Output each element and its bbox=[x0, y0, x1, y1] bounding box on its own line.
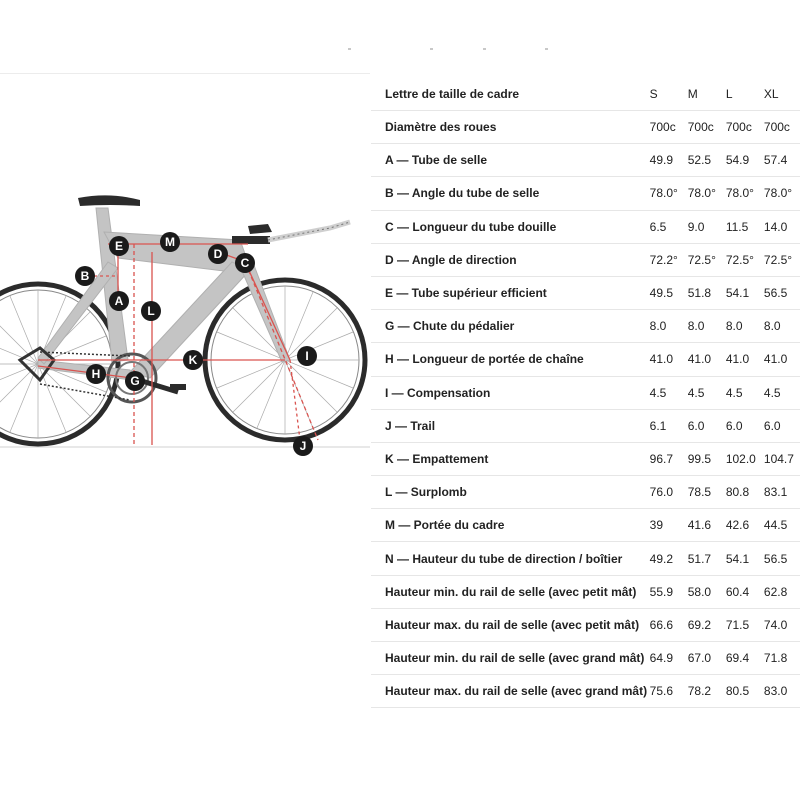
table-row bbox=[371, 343, 800, 376]
row-label: I — Compensation bbox=[371, 376, 648, 409]
svg-text:I: I bbox=[305, 349, 309, 363]
marker-e bbox=[109, 236, 129, 256]
value-size-xl: 83.1 bbox=[762, 476, 800, 509]
row-label: A — Tube de selle bbox=[371, 144, 648, 177]
value-size-xl: 44.5 bbox=[762, 509, 800, 542]
value-size-xl: 78.0° bbox=[762, 177, 800, 210]
marker-g bbox=[125, 371, 145, 391]
row-label: M — Portée du cadre bbox=[371, 509, 648, 542]
value-size-xl: 104.7 bbox=[762, 442, 800, 475]
value-size-m: 78.2 bbox=[686, 675, 724, 708]
value-size-xl: 56.5 bbox=[762, 276, 800, 309]
value-size-s: 8.0 bbox=[648, 310, 686, 343]
value-size-l: 78.0° bbox=[724, 177, 762, 210]
value-size-l: 54.1 bbox=[724, 276, 762, 309]
value-size-s: 78.0° bbox=[648, 177, 686, 210]
value-size-s: 39 bbox=[648, 509, 686, 542]
value-size-m: 99.5 bbox=[686, 442, 724, 475]
value-size-m: 69.2 bbox=[686, 608, 724, 641]
table-row bbox=[371, 409, 800, 442]
header-label: Lettre de taille de cadre bbox=[371, 77, 648, 111]
value-size-s: 96.7 bbox=[648, 442, 686, 475]
svg-text:B: B bbox=[80, 269, 90, 283]
value-size-s: 6.1 bbox=[648, 409, 686, 442]
value-size-xl: 8.0 bbox=[762, 310, 800, 343]
value-size-xl: 6.0 bbox=[762, 409, 800, 442]
aerobars bbox=[232, 222, 350, 244]
value-size-s: 75.6 bbox=[648, 675, 686, 708]
value-size-l: 8.0 bbox=[724, 310, 762, 343]
value-size-s: 72.2° bbox=[648, 243, 686, 276]
marker-d bbox=[208, 244, 228, 264]
value-size-s: 700c bbox=[648, 111, 686, 144]
marker-m bbox=[160, 232, 180, 252]
row-label: Hauteur min. du rail de selle (avec grand mât) bbox=[371, 642, 648, 675]
value-size-m: 78.0° bbox=[686, 177, 724, 210]
row-label: C — Longueur du tube douille bbox=[371, 210, 648, 243]
marker-j bbox=[293, 436, 313, 456]
value-size-l: 102.0 bbox=[724, 442, 762, 475]
value-size-l: 80.5 bbox=[724, 675, 762, 708]
value-size-s: 49.2 bbox=[648, 542, 686, 575]
size-l-header: L bbox=[724, 77, 762, 111]
marker-h bbox=[86, 364, 106, 384]
value-size-s: 4.5 bbox=[648, 376, 686, 409]
value-size-l: 80.8 bbox=[724, 476, 762, 509]
geometry-table bbox=[371, 77, 800, 708]
row-label: L — Surplomb bbox=[371, 476, 648, 509]
value-size-l: 72.5° bbox=[724, 243, 762, 276]
value-size-xl: 56.5 bbox=[762, 542, 800, 575]
row-label: B — Angle du tube de selle bbox=[371, 177, 648, 210]
value-size-s: 55.9 bbox=[648, 575, 686, 608]
table-row bbox=[371, 243, 800, 276]
row-label: G — Chute du pédalier bbox=[371, 310, 648, 343]
value-size-m: 41.0 bbox=[686, 343, 724, 376]
svg-text:J: J bbox=[299, 439, 307, 453]
value-size-xl: 83.0 bbox=[762, 675, 800, 708]
table-row bbox=[371, 376, 800, 409]
table-row bbox=[371, 177, 800, 210]
row-label: E — Tube supérieur efficient bbox=[371, 276, 648, 309]
row-label: N — Hauteur du tube de direction / boîtier bbox=[371, 542, 648, 575]
value-size-s: 64.9 bbox=[648, 642, 686, 675]
table-row bbox=[371, 111, 800, 144]
value-size-xl: 700c bbox=[762, 111, 800, 144]
value-size-l: 54.9 bbox=[724, 144, 762, 177]
value-size-m: 52.5 bbox=[686, 144, 724, 177]
value-size-m: 9.0 bbox=[686, 210, 724, 243]
value-size-l: 6.0 bbox=[724, 409, 762, 442]
svg-text:L: L bbox=[147, 304, 155, 318]
value-size-m: 8.0 bbox=[686, 310, 724, 343]
svg-text:G: G bbox=[130, 374, 140, 388]
marker-l bbox=[141, 301, 161, 321]
value-size-m: 4.5 bbox=[686, 376, 724, 409]
value-size-l: 700c bbox=[724, 111, 762, 144]
value-size-s: 49.5 bbox=[648, 276, 686, 309]
marker-c bbox=[235, 253, 255, 273]
value-size-m: 51.8 bbox=[686, 276, 724, 309]
marker-a bbox=[109, 291, 129, 311]
value-size-xl: 71.8 bbox=[762, 642, 800, 675]
row-label: D — Angle de direction bbox=[371, 243, 648, 276]
value-size-l: 69.4 bbox=[724, 642, 762, 675]
row-label: J — Trail bbox=[371, 409, 648, 442]
svg-text:A: A bbox=[114, 294, 124, 308]
size-xl-header: XL bbox=[762, 77, 800, 111]
marker-i bbox=[297, 346, 317, 366]
svg-text:E: E bbox=[114, 239, 124, 253]
svg-text:K: K bbox=[188, 353, 198, 367]
value-size-xl: 4.5 bbox=[762, 376, 800, 409]
value-size-m: 78.5 bbox=[686, 476, 724, 509]
svg-text:D: D bbox=[213, 247, 223, 261]
marker-k bbox=[183, 350, 203, 370]
value-size-s: 6.5 bbox=[648, 210, 686, 243]
table-row bbox=[371, 608, 800, 641]
value-size-s: 49.9 bbox=[648, 144, 686, 177]
value-size-xl: 57.4 bbox=[762, 144, 800, 177]
svg-text:C: C bbox=[240, 256, 250, 270]
row-label: Hauteur max. du rail de selle (avec grand mât) bbox=[371, 675, 648, 708]
table-row bbox=[371, 144, 800, 177]
value-size-m: 6.0 bbox=[686, 409, 724, 442]
marker-b bbox=[75, 266, 95, 286]
row-label: Hauteur max. du rail de selle (avec petit mât) bbox=[371, 608, 648, 641]
row-label: K — Empattement bbox=[371, 442, 648, 475]
value-size-m: 58.0 bbox=[686, 575, 724, 608]
table-row bbox=[371, 210, 800, 243]
table-row bbox=[371, 476, 800, 509]
value-size-s: 41.0 bbox=[648, 343, 686, 376]
row-label: H — Longueur de portée de chaîne bbox=[371, 343, 648, 376]
value-size-m: 41.6 bbox=[686, 509, 724, 542]
decorative-dots bbox=[340, 48, 580, 54]
table-row bbox=[371, 310, 800, 343]
value-size-l: 71.5 bbox=[724, 608, 762, 641]
table-row bbox=[371, 575, 800, 608]
svg-text:M: M bbox=[165, 235, 175, 249]
value-size-xl: 74.0 bbox=[762, 608, 800, 641]
size-s-header: S bbox=[648, 77, 686, 111]
value-size-m: 67.0 bbox=[686, 642, 724, 675]
saddle bbox=[78, 195, 140, 206]
value-size-m: 51.7 bbox=[686, 542, 724, 575]
value-size-l: 54.1 bbox=[724, 542, 762, 575]
value-size-xl: 72.5° bbox=[762, 243, 800, 276]
row-label: Diamètre des roues bbox=[371, 111, 648, 144]
value-size-xl: 41.0 bbox=[762, 343, 800, 376]
row-label: Hauteur min. du rail de selle (avec petit mât) bbox=[371, 575, 648, 608]
value-size-l: 11.5 bbox=[724, 210, 762, 243]
value-size-m: 700c bbox=[686, 111, 724, 144]
table-row bbox=[371, 442, 800, 475]
value-size-s: 76.0 bbox=[648, 476, 686, 509]
value-size-m: 72.5° bbox=[686, 243, 724, 276]
header-divider bbox=[0, 73, 370, 74]
table-row bbox=[371, 509, 800, 542]
table-header-row bbox=[371, 77, 800, 111]
value-size-l: 4.5 bbox=[724, 376, 762, 409]
table-row bbox=[371, 276, 800, 309]
value-size-l: 60.4 bbox=[724, 575, 762, 608]
value-size-s: 66.6 bbox=[648, 608, 686, 641]
value-size-l: 42.6 bbox=[724, 509, 762, 542]
value-size-xl: 14.0 bbox=[762, 210, 800, 243]
value-size-l: 41.0 bbox=[724, 343, 762, 376]
value-size-xl: 62.8 bbox=[762, 575, 800, 608]
table-row bbox=[371, 542, 800, 575]
table-row bbox=[371, 642, 800, 675]
bike-geometry-figure bbox=[0, 185, 370, 460]
table-row bbox=[371, 675, 800, 708]
svg-text:H: H bbox=[91, 367, 101, 381]
size-m-header: M bbox=[686, 77, 724, 111]
